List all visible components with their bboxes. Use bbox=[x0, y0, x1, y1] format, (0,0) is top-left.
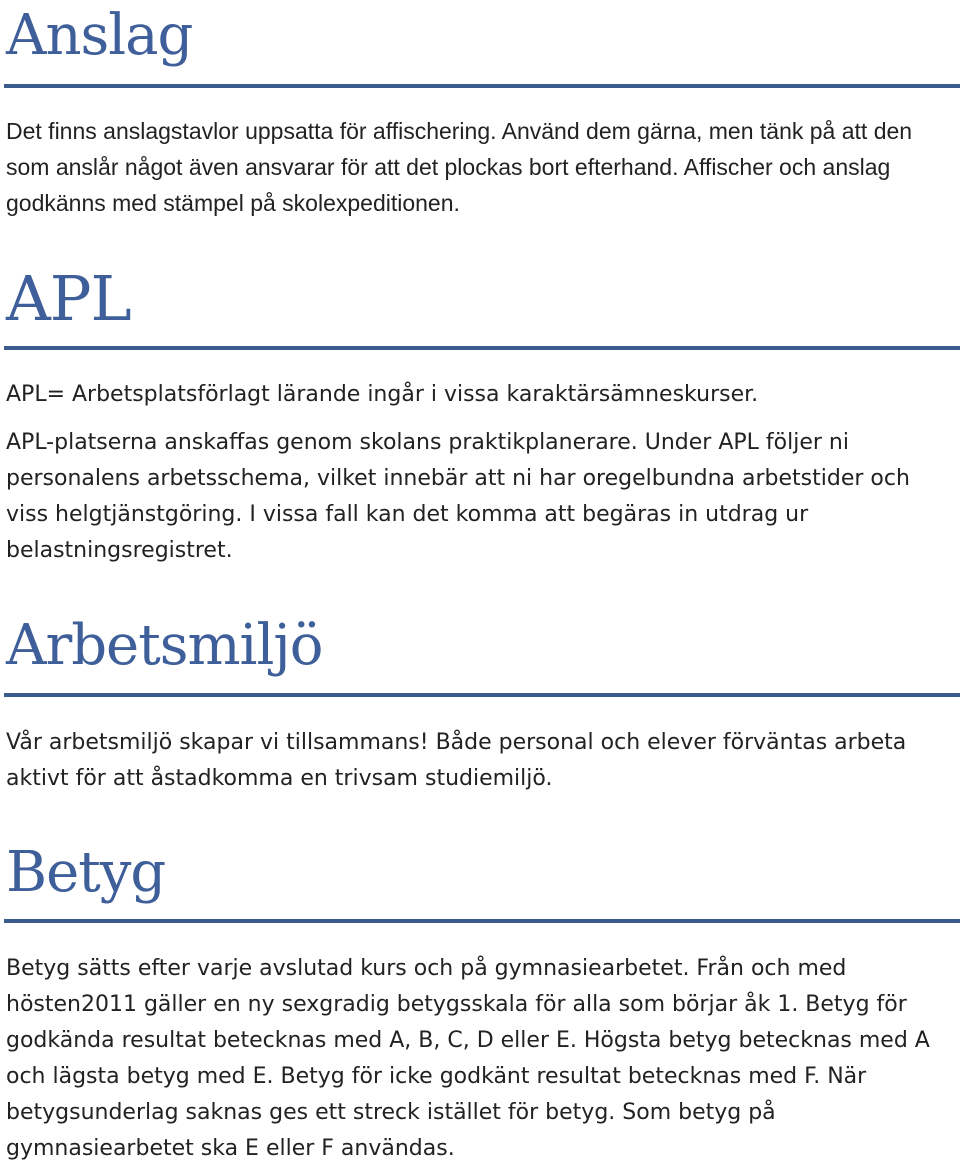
paragraph-anslag: Det finns anslagstavlor uppsatta för affischering. Använd dem gärna, men tänk på att den som anslår något även ansvarar för att det plockas bort efterhand. Affischer och anslag godkänns med stämpel på skolexpeditionen. bbox=[6, 118, 913, 216]
section-divider bbox=[4, 919, 960, 923]
paragraph-apl-details: APL-platserna anskaffas genom skolans praktikplanerare. Under APL följer ni personalens arbetsschema, vilket innebär att ni har oregelbundna arbetstider och viss helgtjänstgöring. I vissa fall kan det komma att begäras in utdrag ur belastningsregistret. bbox=[6, 430, 910, 563]
paragraph-apl-definition: APL= Arbetsplatsförlagt lärande ingår i vissa karaktärsämneskurser. bbox=[6, 382, 759, 407]
heading-arbetsmiljo: Arbetsmiljö bbox=[6, 613, 323, 678]
paragraph-arbetsmiljo: Vår arbetsmiljö skapar vi tillsammans! Både personal och elever förväntas arbeta aktivt för att åstadkomma en trivsam studiemiljö. bbox=[6, 730, 907, 791]
heading-anslag: Anslag bbox=[6, 3, 193, 68]
section-divider bbox=[4, 84, 960, 88]
paragraph-betyg: Betyg sätts efter varje avslutad kurs och på gymnasiearbetet. Från och med hösten2011 gäller en ny sexgradig betygsskala för alla som börjar åk 1. Betyg för godkända resultat betecknas med A, B, C, D eller E. Högsta betyg betecknas med A och lägsta betyg med E. Betyg för icke godkänt resultat betecknas med F. När betygsunderlag saknas ges ett streck istället för betyg. Som betyg på gymnasiearbetet ska E eller F användas. bbox=[6, 956, 930, 1161]
section-divider bbox=[4, 346, 960, 350]
section-divider bbox=[4, 693, 960, 697]
heading-apl: APL bbox=[6, 262, 131, 335]
heading-betyg: Betyg bbox=[6, 840, 166, 905]
